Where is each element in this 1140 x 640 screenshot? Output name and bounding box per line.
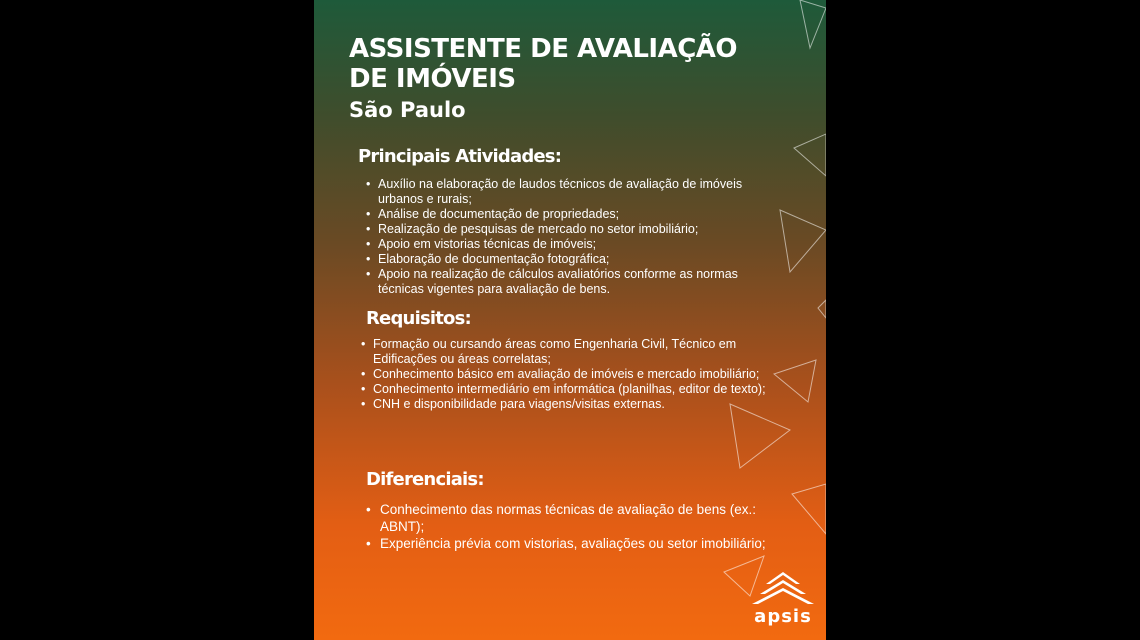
triangle-outline-4: [818, 300, 826, 318]
job-location: São Paulo: [349, 98, 466, 122]
activities-list: [366, 177, 776, 297]
differentials-list: [366, 501, 794, 552]
list-item: • Conhecimento das normas técnicas de avaliação de bens (ex.: ABNT);: [366, 501, 794, 535]
list-item: • Formação ou cursando áreas como Engenharia Civil, Técnico em Edificações ou áreas correlatas;: [361, 337, 781, 367]
requirements-list: [361, 337, 781, 412]
differentials-heading: Diferenciais:: [366, 469, 484, 490]
requirements-heading: Requisitos:: [366, 308, 471, 329]
list-item: • Realização de pesquisas de mercado no setor imobiliário;: [366, 222, 776, 237]
triangle-outline-7: [792, 484, 826, 534]
job-title-line-2: DE IMÓVEIS: [349, 64, 516, 94]
list-item: • CNH e disponibilidade para viagens/visitas externas.: [361, 397, 781, 412]
list-item: • Conhecimento básico em avaliação de imóveis e mercado imobiliário;: [361, 367, 781, 382]
roof-stripes-icon: [748, 572, 818, 606]
list-item: • Elaboração de documentação fotográfica;: [366, 252, 776, 267]
triangle-outline-3: [780, 210, 826, 272]
job-poster: [314, 0, 826, 640]
list-item: • Análise de documentação de propriedades;: [366, 207, 776, 222]
apsis-logo: [748, 572, 818, 628]
list-item: • Auxílio na elaboração de laudos técnicos de avaliação de imóveis urbanos e rurais;: [366, 177, 776, 207]
job-title: [349, 34, 789, 94]
logo-text: apsis: [754, 606, 812, 627]
triangle-outline-1: [800, 0, 826, 48]
triangle-outline-2: [794, 134, 826, 176]
list-item: • Conhecimento intermediário em informática (planilhas, editor de texto);: [361, 382, 781, 397]
job-title-line-1: ASSISTENTE DE AVALIAÇÃO: [349, 34, 738, 64]
list-item: • Apoio na realização de cálculos avaliatórios conforme as normas técnicas vigentes para avaliação de bens.: [366, 267, 776, 297]
list-item: • Experiência prévia com vistorias, avaliações ou setor imobiliário;: [366, 535, 794, 552]
list-item: • Apoio em vistorias técnicas de imóveis;: [366, 237, 776, 252]
triangle-outline-6: [730, 404, 790, 468]
activities-heading: Principais Atividades:: [358, 146, 562, 167]
